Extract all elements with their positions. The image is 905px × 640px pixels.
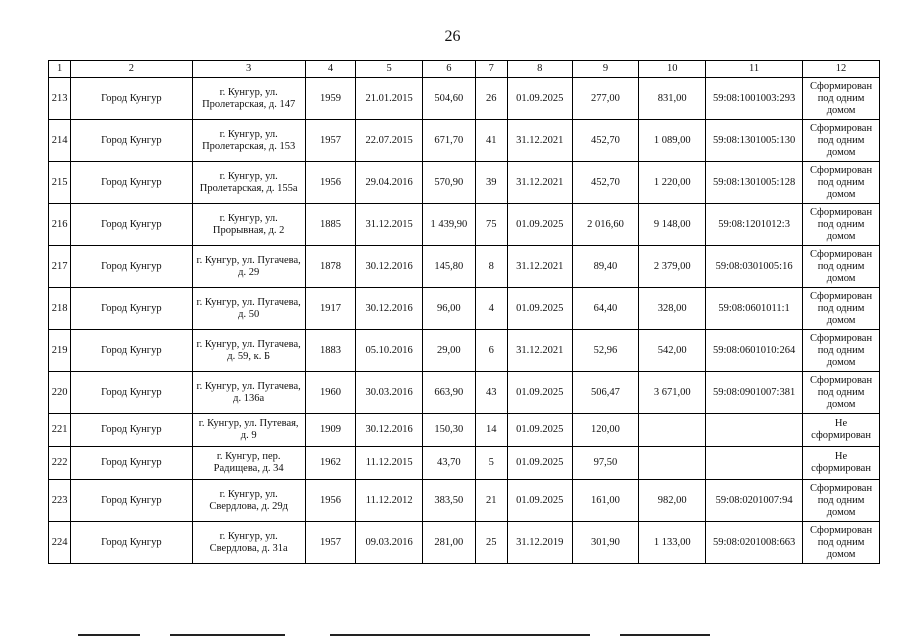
table-row — [49, 162, 880, 204]
cell-c9: 301,90 — [572, 522, 639, 564]
cell-c8: 31.12.2019 — [507, 522, 572, 564]
cell-c7: 4 — [475, 288, 507, 330]
cell-c11: 59:08:0201008:663 — [706, 522, 803, 564]
cell-c2: Город Кунгур — [71, 78, 192, 120]
cell-c2: Город Кунгур — [71, 414, 192, 447]
cell-c4: 1962 — [305, 447, 356, 480]
table-row — [49, 330, 880, 372]
cell-c10: 328,00 — [639, 288, 706, 330]
cell-c12: Сформирован под одним домом — [803, 78, 880, 120]
cell-c5: 31.12.2015 — [356, 204, 423, 246]
cell-c9: 2 016,60 — [572, 204, 639, 246]
cell-c8: 01.09.2025 — [507, 447, 572, 480]
cell-c7: 21 — [475, 480, 507, 522]
cell-c12: Не сформирован — [803, 414, 880, 447]
cell-c7: 39 — [475, 162, 507, 204]
column-header-12: 12 — [803, 61, 880, 78]
cell-c5: 30.12.2016 — [356, 414, 423, 447]
cell-c3: г. Кунгур, ул. Пугачева, д. 29 — [192, 246, 305, 288]
cell-c3: г. Кунгур, ул. Пролетарская, д. 153 — [192, 120, 305, 162]
cell-c6: 281,00 — [423, 522, 476, 564]
cell-c5: 21.01.2015 — [356, 78, 423, 120]
cell-c4: 1957 — [305, 522, 356, 564]
cell-c12: Сформирован под одним домом — [803, 288, 880, 330]
column-header-11: 11 — [706, 61, 803, 78]
cell-c6: 504,60 — [423, 78, 476, 120]
cell-c4: 1959 — [305, 78, 356, 120]
cell-c2: Город Кунгур — [71, 480, 192, 522]
cell-c8: 01.09.2025 — [507, 78, 572, 120]
cell-c1: 214 — [49, 120, 71, 162]
cell-c12: Сформирован под одним домом — [803, 204, 880, 246]
cell-c4: 1956 — [305, 480, 356, 522]
column-header-3: 3 — [192, 61, 305, 78]
cell-c9: 120,00 — [572, 414, 639, 447]
column-header-7: 7 — [475, 61, 507, 78]
cell-c7: 75 — [475, 204, 507, 246]
table-row — [49, 480, 880, 522]
table-row — [49, 447, 880, 480]
cell-c6: 43,70 — [423, 447, 476, 480]
footer-line — [170, 634, 285, 636]
cell-c2: Город Кунгур — [71, 372, 192, 414]
cell-c2: Город Кунгур — [71, 330, 192, 372]
table-row — [49, 522, 880, 564]
column-header-9: 9 — [572, 61, 639, 78]
cell-c8: 31.12.2021 — [507, 120, 572, 162]
cell-c4: 1960 — [305, 372, 356, 414]
cell-c9: 64,40 — [572, 288, 639, 330]
cell-c10: 9 148,00 — [639, 204, 706, 246]
cell-c3: г. Кунгур, ул. Прорывная, д. 2 — [192, 204, 305, 246]
cell-c6: 570,90 — [423, 162, 476, 204]
cell-c10: 982,00 — [639, 480, 706, 522]
cell-c6: 671,70 — [423, 120, 476, 162]
cell-c3: г. Кунгур, ул. Пугачева, д. 59, к. Б — [192, 330, 305, 372]
table-row — [49, 414, 880, 447]
cell-c8: 31.12.2021 — [507, 330, 572, 372]
cell-c5: 11.12.2015 — [356, 447, 423, 480]
cell-c1: 221 — [49, 414, 71, 447]
cell-c6: 29,00 — [423, 330, 476, 372]
cell-c10: 542,00 — [639, 330, 706, 372]
column-header-6: 6 — [423, 61, 476, 78]
cell-c12: Сформирован под одним домом — [803, 372, 880, 414]
cell-c6: 663,90 — [423, 372, 476, 414]
cell-c8: 01.09.2025 — [507, 480, 572, 522]
housing-registry-table — [48, 60, 880, 564]
cell-c4: 1885 — [305, 204, 356, 246]
cell-c11: 59:08:0201007:94 — [706, 480, 803, 522]
footer-line — [330, 634, 590, 636]
cell-c12: Сформирован под одним домом — [803, 330, 880, 372]
cell-c8: 31.12.2021 — [507, 162, 572, 204]
cell-c10: 2 379,00 — [639, 246, 706, 288]
cell-c4: 1956 — [305, 162, 356, 204]
cell-c2: Город Кунгур — [71, 162, 192, 204]
cell-c3: г. Кунгур, ул. Пугачева, д. 50 — [192, 288, 305, 330]
cell-c8: 01.09.2025 — [507, 204, 572, 246]
cell-c9: 97,50 — [572, 447, 639, 480]
cell-c6: 145,80 — [423, 246, 476, 288]
cell-c10: 1 089,00 — [639, 120, 706, 162]
footer-line — [620, 634, 710, 636]
cell-c9: 506,47 — [572, 372, 639, 414]
cell-c11 — [706, 447, 803, 480]
cell-c11: 59:08:0901007:381 — [706, 372, 803, 414]
cell-c9: 452,70 — [572, 162, 639, 204]
page-number: 26 — [444, 28, 461, 45]
cell-c5: 22.07.2015 — [356, 120, 423, 162]
cell-c2: Город Кунгур — [71, 288, 192, 330]
cell-c5: 09.03.2016 — [356, 522, 423, 564]
column-header-10: 10 — [639, 61, 706, 78]
cell-c7: 41 — [475, 120, 507, 162]
cell-c10: 1 133,00 — [639, 522, 706, 564]
cell-c1: 218 — [49, 288, 71, 330]
cell-c5: 29.04.2016 — [356, 162, 423, 204]
header-row — [49, 61, 880, 78]
cell-c8: 01.09.2025 — [507, 372, 572, 414]
cell-c10: 1 220,00 — [639, 162, 706, 204]
cell-c8: 01.09.2025 — [507, 414, 572, 447]
cell-c10: 831,00 — [639, 78, 706, 120]
cell-c10: 3 671,00 — [639, 372, 706, 414]
cell-c7: 43 — [475, 372, 507, 414]
cell-c1: 215 — [49, 162, 71, 204]
cell-c3: г. Кунгур, ул. Свердлова, д. 29д — [192, 480, 305, 522]
cell-c2: Город Кунгур — [71, 204, 192, 246]
table-row — [49, 120, 880, 162]
cell-c6: 1 439,90 — [423, 204, 476, 246]
table-row — [49, 78, 880, 120]
cell-c9: 52,96 — [572, 330, 639, 372]
cell-c12: Сформирован под одним домом — [803, 522, 880, 564]
cell-c9: 277,00 — [572, 78, 639, 120]
column-header-8: 8 — [507, 61, 572, 78]
cell-c1: 220 — [49, 372, 71, 414]
cell-c5: 30.12.2016 — [356, 246, 423, 288]
cell-c4: 1878 — [305, 246, 356, 288]
cell-c11: 59:08:1301005:128 — [706, 162, 803, 204]
cell-c11: 59:08:1001003:293 — [706, 78, 803, 120]
cell-c10 — [639, 447, 706, 480]
cell-c3: г. Кунгур, ул. Пугачева, д. 136а — [192, 372, 305, 414]
cell-c7: 26 — [475, 78, 507, 120]
column-header-1: 1 — [49, 61, 71, 78]
table-row — [49, 204, 880, 246]
cell-c1: 216 — [49, 204, 71, 246]
cell-c3: г. Кунгур, ул. Путевая, д. 9 — [192, 414, 305, 447]
cell-c2: Город Кунгур — [71, 447, 192, 480]
cell-c4: 1909 — [305, 414, 356, 447]
cell-c6: 150,30 — [423, 414, 476, 447]
cell-c4: 1957 — [305, 120, 356, 162]
footer-line — [78, 634, 140, 636]
cell-c6: 96,00 — [423, 288, 476, 330]
cell-c3: г. Кунгур, пер. Радищева, д. 34 — [192, 447, 305, 480]
column-header-4: 4 — [305, 61, 356, 78]
cell-c11: 59:08:0601010:264 — [706, 330, 803, 372]
cell-c12: Сформирован под одним домом — [803, 120, 880, 162]
cell-c7: 14 — [475, 414, 507, 447]
cell-c1: 219 — [49, 330, 71, 372]
cell-c12: Сформирован под одним домом — [803, 162, 880, 204]
cell-c9: 89,40 — [572, 246, 639, 288]
cell-c7: 25 — [475, 522, 507, 564]
cell-c12: Не сформирован — [803, 447, 880, 480]
cell-c2: Город Кунгур — [71, 120, 192, 162]
cell-c11: 59:08:0301005:16 — [706, 246, 803, 288]
cell-c5: 30.12.2016 — [356, 288, 423, 330]
cell-c11: 59:08:0601011:1 — [706, 288, 803, 330]
cell-c7: 5 — [475, 447, 507, 480]
cell-c11: 59:08:1301005:130 — [706, 120, 803, 162]
cell-c5: 11.12.2012 — [356, 480, 423, 522]
column-header-2: 2 — [71, 61, 192, 78]
cell-c10 — [639, 414, 706, 447]
cell-c11: 59:08:1201012:3 — [706, 204, 803, 246]
column-header-5: 5 — [356, 61, 423, 78]
cell-c2: Город Кунгур — [71, 522, 192, 564]
cell-c11 — [706, 414, 803, 447]
cell-c4: 1883 — [305, 330, 356, 372]
table-row — [49, 246, 880, 288]
cell-c5: 30.03.2016 — [356, 372, 423, 414]
cell-c6: 383,50 — [423, 480, 476, 522]
table-row — [49, 288, 880, 330]
cell-c7: 6 — [475, 330, 507, 372]
cell-c8: 01.09.2025 — [507, 288, 572, 330]
cell-c3: г. Кунгур, ул. Свердлова, д. 31а — [192, 522, 305, 564]
cell-c3: г. Кунгур, ул. Пролетарская, д. 147 — [192, 78, 305, 120]
cell-c1: 217 — [49, 246, 71, 288]
cell-c8: 31.12.2021 — [507, 246, 572, 288]
cell-c3: г. Кунгур, ул. Пролетарская, д. 155а — [192, 162, 305, 204]
cell-c1: 223 — [49, 480, 71, 522]
table-row — [49, 372, 880, 414]
cell-c12: Сформирован под одним домом — [803, 246, 880, 288]
cell-c4: 1917 — [305, 288, 356, 330]
cell-c9: 161,00 — [572, 480, 639, 522]
cell-c12: Сформирован под одним домом — [803, 480, 880, 522]
cell-c2: Город Кунгур — [71, 246, 192, 288]
cell-c7: 8 — [475, 246, 507, 288]
cell-c1: 224 — [49, 522, 71, 564]
cell-c9: 452,70 — [572, 120, 639, 162]
cell-c1: 213 — [49, 78, 71, 120]
cell-c5: 05.10.2016 — [356, 330, 423, 372]
cell-c1: 222 — [49, 447, 71, 480]
